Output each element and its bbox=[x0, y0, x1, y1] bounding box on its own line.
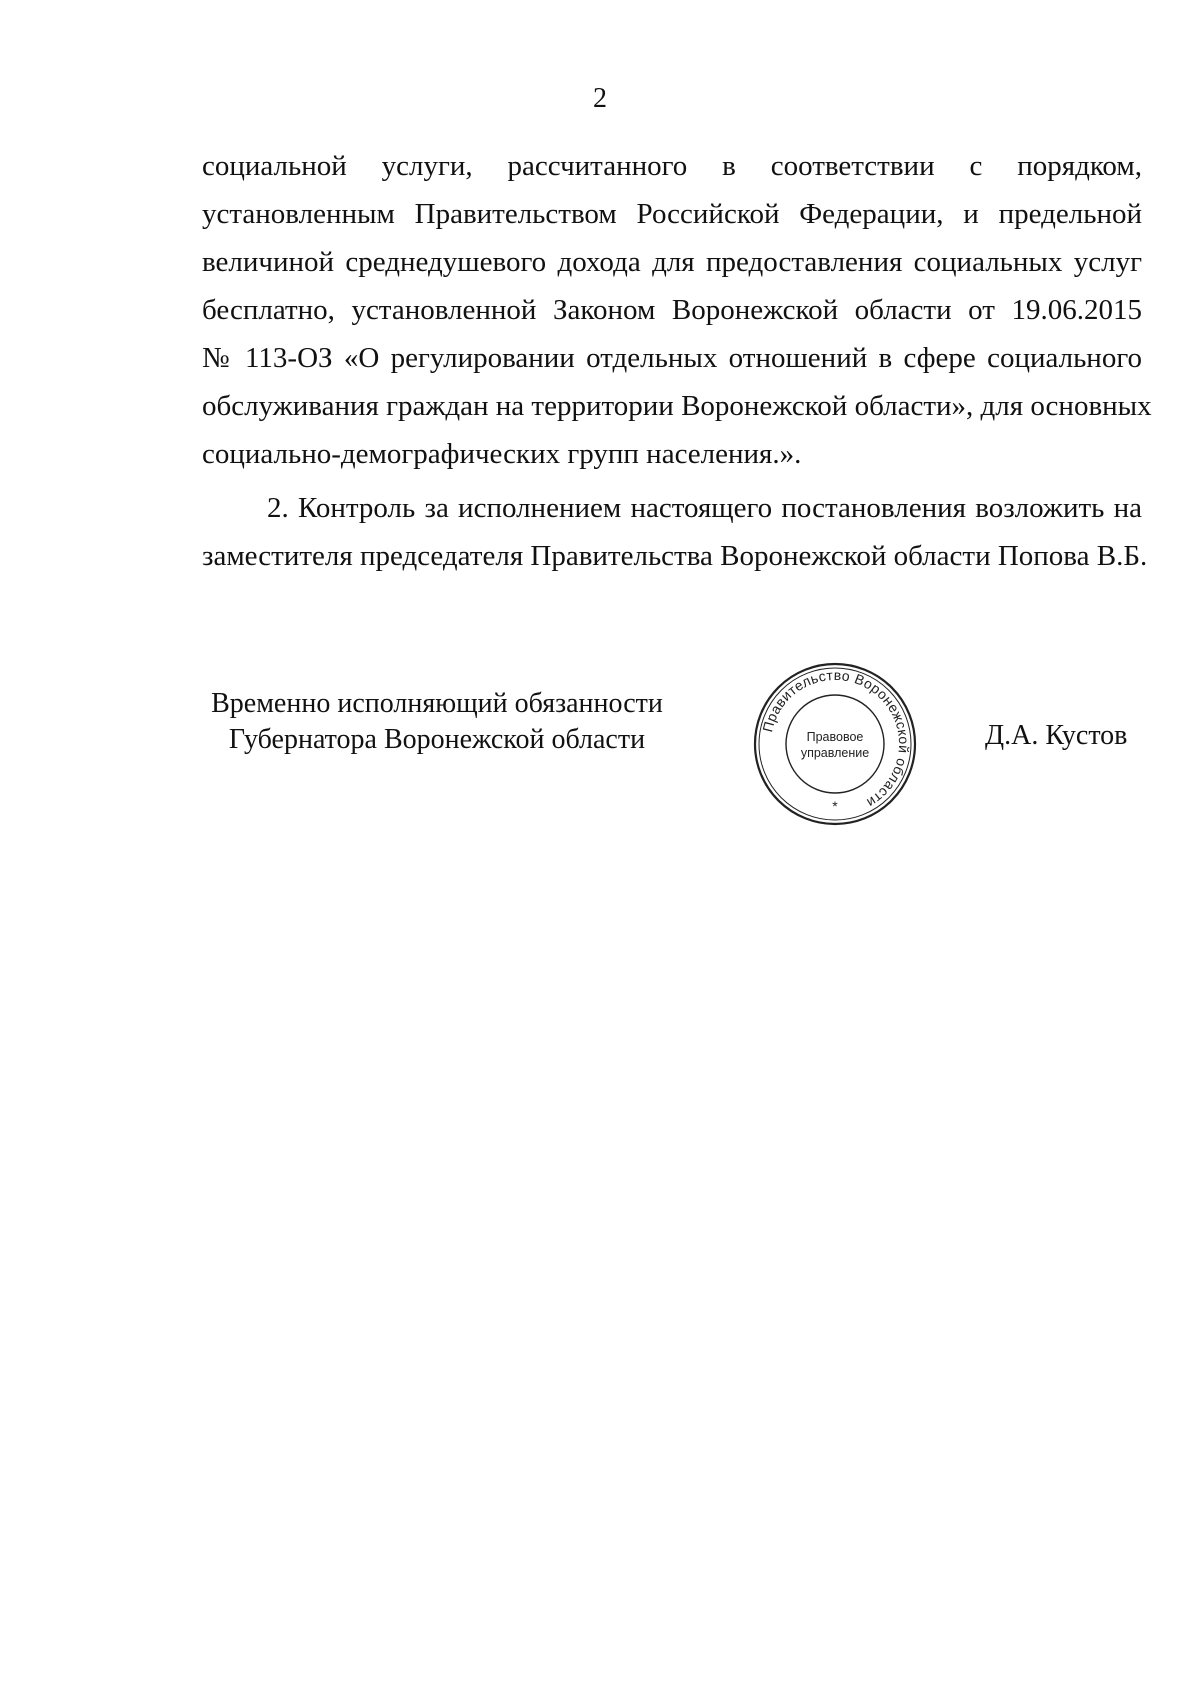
signer-title-line: Временно исполняющий обязанности bbox=[211, 688, 663, 719]
body-line: величиной среднедушевого дохода для предоставления социальных услуг bbox=[202, 246, 1142, 278]
stamp-inner-line: управление bbox=[800, 746, 870, 760]
body-line: социально-демографических групп населения.». bbox=[202, 438, 802, 470]
body-line: № 113-ОЗ «О регулировании отдельных отношений в сфере социального bbox=[202, 342, 1142, 374]
body-line: социальной услуги, рассчитанного в соответствии с порядком, bbox=[202, 150, 1142, 182]
document-body bbox=[202, 142, 1152, 580]
body-line: бесплатно, установленной Законом Воронежской области от 19.06.2015 bbox=[202, 294, 1142, 326]
stamp-center-ring bbox=[786, 695, 884, 793]
body-line: обслуживания граждан на территории Воронежской области», для основных bbox=[202, 390, 1152, 422]
signer-title-line: Губернатора Воронежской области bbox=[228, 724, 646, 755]
signer-title bbox=[202, 686, 672, 758]
stamp-inner-line: Правовое bbox=[806, 730, 864, 744]
body-line: установленным Правительством Российской Федерации, и предельной bbox=[202, 198, 1142, 230]
stamp-star: * bbox=[832, 798, 838, 814]
stamp-outer-text: Правительство Воронежской области bbox=[759, 666, 913, 812]
body-line: заместителя председателя Правительства Воронежской области Попова В.Б. bbox=[202, 540, 1148, 572]
signer-name: Д.А. Кустов bbox=[985, 720, 1128, 751]
page-number: 2 bbox=[593, 83, 607, 114]
body-line: 2. Контроль за исполнением настоящего постановления возложить на bbox=[267, 492, 1142, 524]
official-stamp bbox=[752, 661, 918, 827]
